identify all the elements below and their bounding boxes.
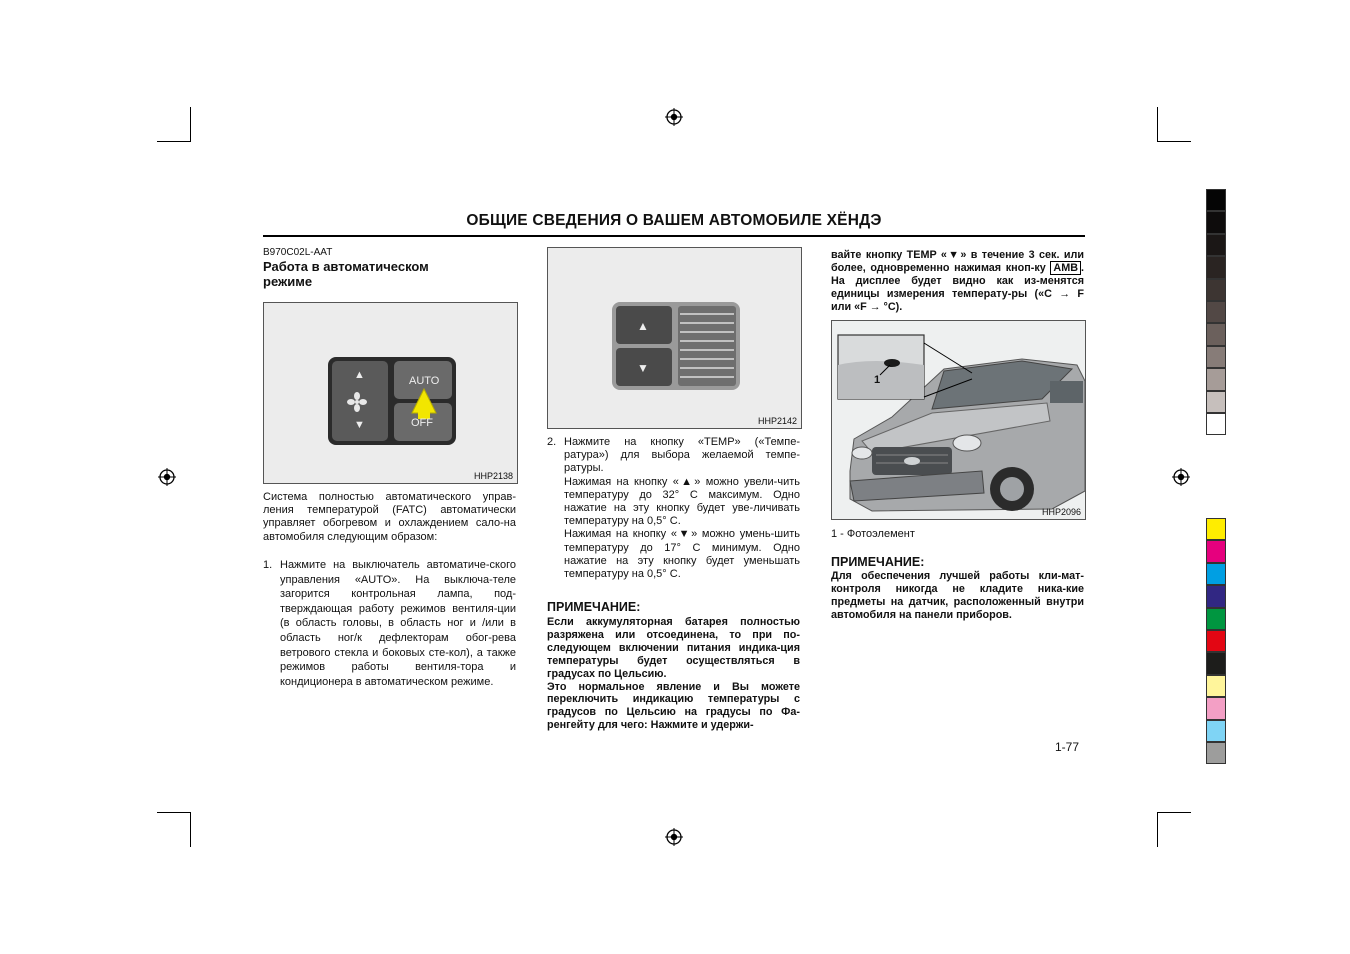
section-code: B970C02L-AAT — [263, 247, 333, 258]
note-heading: ПРИМЕЧАНИЕ: — [831, 555, 925, 569]
registration-mark-icon — [665, 828, 683, 846]
crop-mark — [1157, 141, 1191, 142]
note-heading: ПРИМЕЧАНИЕ: — [547, 600, 641, 614]
figure-label: HHP2138 — [473, 471, 513, 481]
color-swatch — [1206, 346, 1226, 368]
note-body — [547, 616, 800, 732]
page-number: 1-77 — [1055, 740, 1080, 754]
list-item-text: Нажмите на выключатель автоматиче-ского управления «AUTO». На выключа-теле загорится контрольная лампа, под-тверждающая работу режимов вентиля-ции (в область головы, в область ног и /или в область ног/к дефлекторам обог-рева ветрового стекла и боковых сте-кол), а также режимов работы вентиля-тора и кондиционера в автоматическом режиме. — [280, 559, 516, 688]
color-swatch — [1206, 368, 1226, 390]
color-swatch — [1206, 742, 1226, 764]
color-swatch — [1206, 211, 1226, 233]
up-arrow-icon: ▲ — [354, 369, 365, 381]
color-swatch — [1206, 413, 1226, 435]
figure-temp-switch — [547, 247, 802, 429]
continued-paragraph — [831, 249, 1084, 314]
auto-switch-illustration — [264, 303, 517, 483]
figure-car-sensor — [831, 320, 1086, 520]
section-heading — [263, 259, 429, 289]
color-swatch — [1206, 652, 1226, 674]
crop-mark — [190, 812, 191, 847]
color-swatch — [1206, 697, 1226, 719]
list-number: 1. — [263, 559, 273, 571]
intro-paragraph: Система полностью автоматического управ-ления температурой (FATC) автоматически управляет обогревом и охлаждением сало-на автомобиля следующим образом: — [263, 491, 516, 543]
list-item-2 — [547, 436, 800, 581]
list-number: 2. — [547, 436, 557, 448]
color-swatch — [1206, 279, 1226, 301]
color-swatch — [1206, 630, 1226, 652]
figure-caption: 1 - Фотоэлемент — [831, 528, 915, 540]
color-swatch — [1206, 301, 1226, 323]
crop-mark — [157, 812, 191, 813]
crop-mark — [190, 107, 191, 142]
section-heading-line: Работа в автоматическом — [263, 259, 429, 274]
down-arrow-icon: ▼ — [354, 419, 365, 431]
color-swatch — [1206, 234, 1226, 256]
figure-label: HHP2142 — [757, 416, 797, 426]
color-swatch — [1206, 675, 1226, 697]
crop-mark — [1157, 812, 1191, 813]
paragraph: Нажимая на кнопку «▼» можно умень-шить температуру до 17° С минимум. Одно нажатие на эту кнопку будет уменьшать температуру на 0,5° С. — [564, 528, 800, 581]
color-swatch — [1206, 720, 1226, 742]
off-button-label: OFF — [411, 417, 433, 429]
temp-up-arrow-icon: ▲ — [637, 319, 649, 333]
crop-mark — [157, 141, 191, 142]
crop-mark — [1157, 812, 1158, 847]
paragraph: Если аккумуляторная батарея полностью разряжена или отсоединена, то при по-следующем включении питания индика-ция температуры будет осуществляться в градусах по Цельсию. — [547, 616, 800, 680]
paragraph: Нажмите на кнопку «TEMP» («Темпе-ратура») для выбора желаемой темпе-ратуры. — [564, 436, 800, 475]
paragraph-part: вайте кнопку TEMP «▼» в течение 3 сек. или более, одновременно нажимая кноп-ку — [831, 249, 1084, 274]
color-swatch — [1206, 391, 1226, 413]
registration-mark-icon — [1172, 468, 1190, 486]
page-title: ОБЩИЕ СВЕДЕНИЯ О ВАШЕМ АВТОМОБИЛЕ ХЁНДЭ — [466, 212, 882, 229]
note-body: Для обеспечения лучшей работы кли-мат-контроля никогда не кладите ника-кие предметы на датчик, расположенный внутри автомобиля на панели приборов. — [831, 570, 1084, 621]
auto-button-label: AUTO — [409, 375, 440, 387]
color-swatch — [1206, 608, 1226, 630]
list-item-1 — [263, 558, 516, 689]
paragraph: Нажимая на кнопку «▲» можно увели-чить температуру до 32° С максимум. Одно нажатие на эту кнопку будет уве-личивать температуру на 0,5° С. — [564, 475, 800, 528]
color-swatch — [1206, 540, 1226, 562]
temp-down-arrow-icon: ▼ — [637, 361, 649, 375]
crop-mark — [1157, 107, 1158, 142]
color-swatch — [1206, 323, 1226, 345]
temp-switch-illustration — [548, 248, 801, 428]
paragraph: Это нормальное явление и Вы можете переключить индикацию температуры с градусов по Цельсию на градусы по Фа-ренгейту для чего: Нажмите и удержи- — [547, 680, 800, 732]
figure-label: HHP2096 — [1041, 507, 1081, 517]
color-swatch — [1206, 189, 1226, 211]
amb-button-label: AMB — [1050, 261, 1081, 275]
color-swatch — [1206, 563, 1226, 585]
color-swatch — [1206, 256, 1226, 278]
callout-number: 1 — [874, 374, 881, 386]
registration-mark-icon — [158, 468, 176, 486]
color-swatch — [1206, 518, 1226, 540]
car-illustration — [832, 321, 1085, 519]
color-swatch — [1206, 585, 1226, 607]
figure-auto-off-switch — [263, 302, 518, 484]
list-item-text — [564, 436, 800, 581]
section-heading-line: режиме — [263, 274, 313, 289]
paragraph-part: . На дисплее будет видно как из-менятся единицы измерения температу-ры («C → F или «F → °C). — [831, 261, 1085, 313]
title-rule — [263, 235, 1085, 237]
registration-mark-icon — [665, 108, 683, 126]
